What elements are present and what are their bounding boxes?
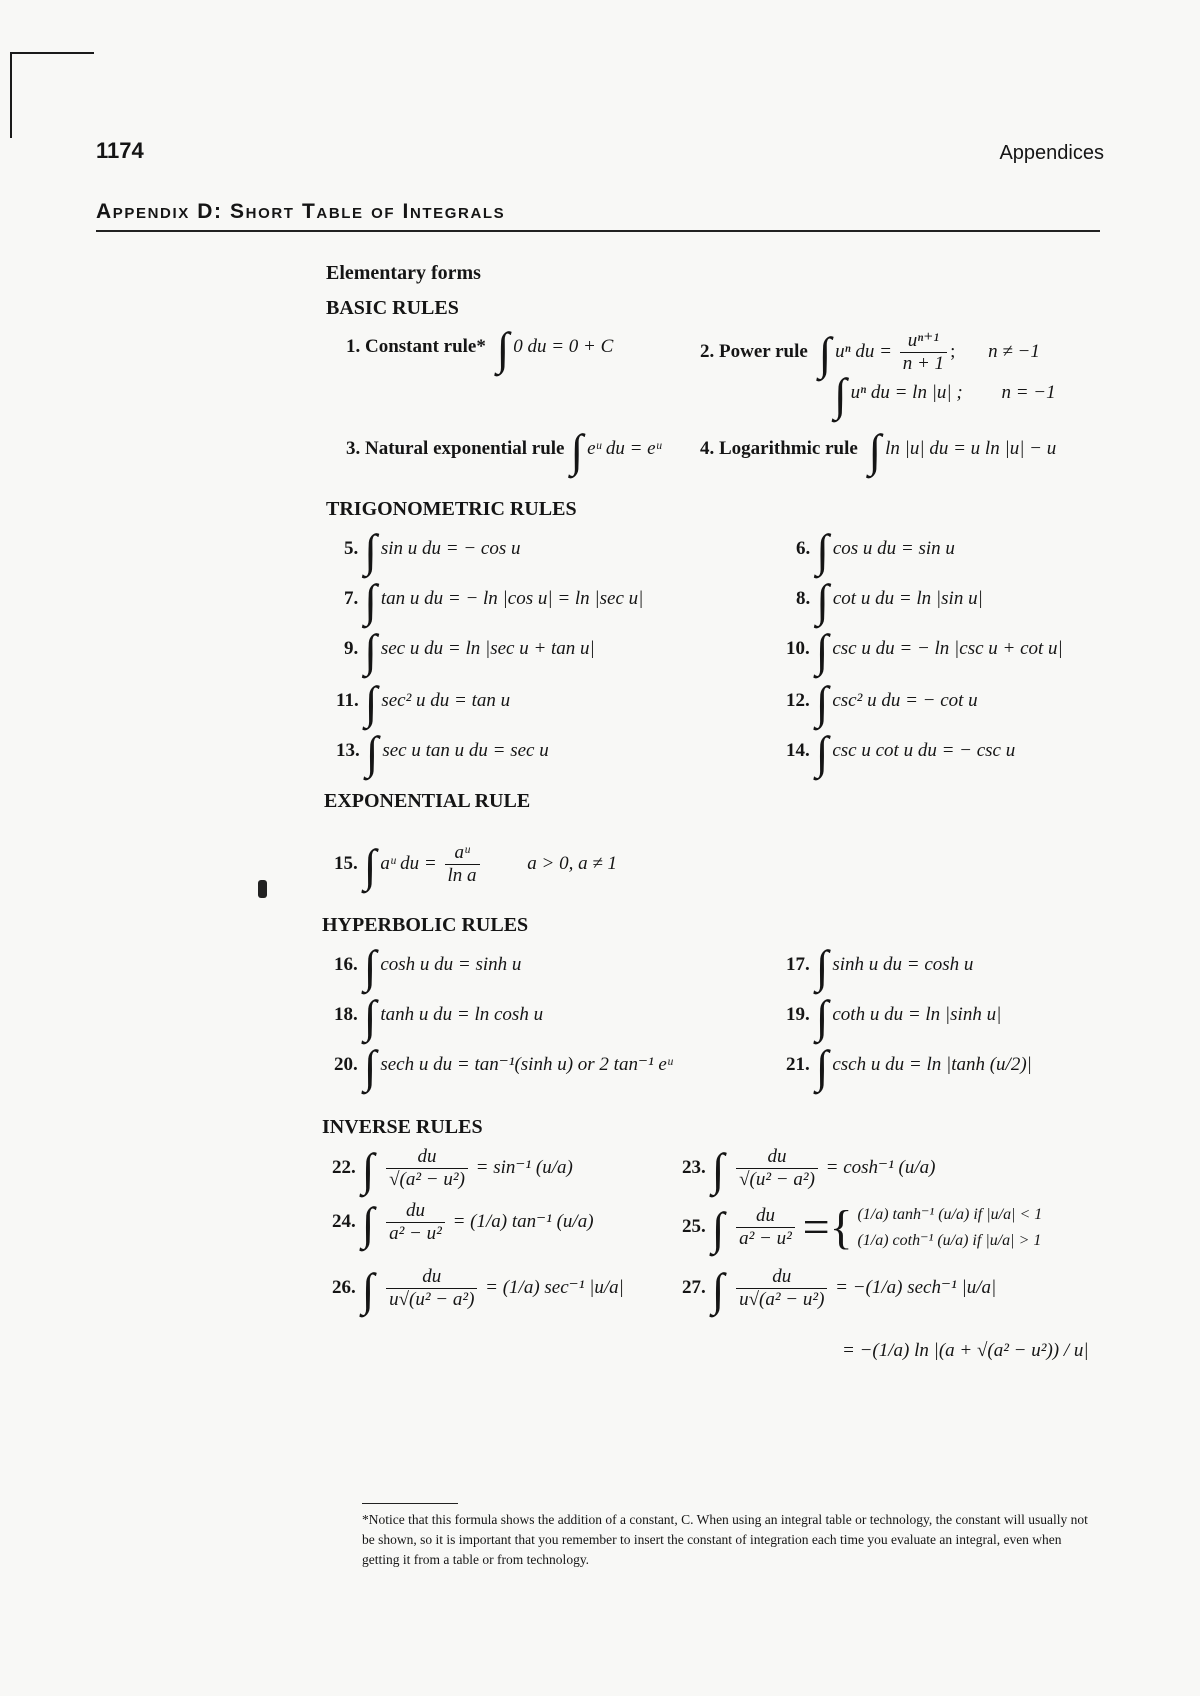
rule-19 — [786, 991, 1002, 1042]
formula: cosh u du = sinh u — [380, 954, 522, 975]
fraction-denominator: u√(a² − u²) — [736, 1288, 827, 1311]
fraction-numerator: uⁿ⁺¹ — [907, 330, 939, 351]
formula: sin u du = − cos u — [380, 538, 521, 559]
condition: n ≠ −1 — [988, 340, 1040, 362]
rule-21 — [786, 1041, 1032, 1092]
rule-15 — [334, 839, 618, 891]
integral-sign-icon: ∫ — [815, 991, 829, 1042]
rule-27 — [682, 1263, 997, 1315]
footnote-rule — [362, 1503, 458, 1504]
integral-sign-icon: ∫ — [363, 991, 377, 1042]
rule-number: 18. — [334, 1004, 358, 1025]
rule-number: 4. — [700, 438, 715, 459]
fraction-denominator: √(u² − a²) — [736, 1168, 818, 1191]
rule-26 — [332, 1263, 624, 1315]
rule-4 — [700, 425, 1057, 476]
fraction — [736, 1266, 827, 1311]
fraction-denominator: a² − u² — [386, 1222, 445, 1245]
rule-7 — [344, 575, 644, 626]
integral-sign-icon: ∫ — [711, 1143, 725, 1195]
rule-18 — [334, 991, 544, 1042]
integral-sign-icon: ∫ — [815, 625, 829, 676]
rule-2-line-2 — [828, 369, 1056, 420]
fraction-numerator: du — [422, 1266, 442, 1287]
formula-rhs: = cosh⁻¹ (u/a) — [825, 1156, 936, 1178]
rule-8 — [796, 575, 983, 626]
fraction — [736, 1205, 795, 1250]
rule-12 — [786, 677, 978, 728]
integral-sign-icon: ∫ — [815, 1041, 829, 1092]
integral-sign-icon: ∫ — [361, 1143, 375, 1195]
formula-rhs: = −(1/a) ln |(a + √(a² − u²)) / u| — [842, 1340, 1089, 1361]
fraction-denominator: a² − u² — [736, 1227, 795, 1250]
rule-number: 7. — [344, 588, 359, 609]
rule-16 — [334, 941, 522, 992]
integral-sign-icon: ∫ — [834, 369, 847, 420]
rule-number: 14. — [786, 740, 810, 761]
integral-sign-icon: ∫ — [363, 941, 377, 992]
case-2: (1/a) coth⁻¹ (u/a) if |u/a| > 1 — [857, 1231, 1042, 1249]
fraction — [386, 1200, 445, 1245]
rule-1 — [346, 323, 614, 374]
formula: tan u du = − ln |cos u| = ln |sec u| — [380, 588, 644, 609]
rule-number: 9. — [344, 638, 359, 659]
formula-lhs: aᵘ du = — [380, 852, 437, 874]
formula: sech u du = tan⁻¹(sinh u) or 2 tan⁻¹ eᵘ — [380, 1054, 673, 1075]
integral-sign-icon: ∫ — [815, 677, 829, 728]
rule-27-line-2 — [842, 1340, 1089, 1362]
rule-number: 26. — [332, 1276, 356, 1298]
rule-label: Logarithmic rule — [719, 438, 858, 459]
integral-sign-icon: ∫ — [711, 1263, 725, 1315]
fraction-denominator: u√(u² − a²) — [386, 1288, 477, 1311]
rule-6 — [796, 525, 955, 576]
formula: csch u du = ln |tanh (u/2)| — [832, 1054, 1032, 1075]
rule-9 — [344, 625, 595, 676]
rule-5 — [344, 525, 521, 576]
rule-number: 16. — [334, 954, 358, 975]
integral-sign-icon: ∫ — [816, 575, 829, 626]
integral-sign-icon: ∫ — [815, 727, 829, 778]
corner-mark-vertical — [10, 52, 12, 138]
rule-label: Natural exponential rule — [365, 438, 565, 459]
fraction-numerator: du — [767, 1146, 787, 1167]
rule-number: 21. — [786, 1054, 810, 1075]
formula: tanh u du = ln cosh u — [380, 1004, 544, 1025]
formula: uⁿ du = ln |u| ; — [850, 382, 963, 403]
rule-25 — [682, 1200, 1042, 1255]
rule-number: 19. — [786, 1004, 810, 1025]
fraction-denominator: √(a² − u²) — [386, 1168, 468, 1191]
piecewise-cases — [857, 1202, 1042, 1254]
rule-number: 5. — [344, 538, 359, 559]
rule-label: Constant rule* — [365, 336, 486, 357]
rule-number: 22. — [332, 1156, 356, 1178]
integral-sign-icon: ∫ — [711, 1202, 725, 1254]
running-title: Appendices — [999, 142, 1104, 164]
integral-sign-icon: ∫ — [364, 575, 377, 626]
integral-sign-icon: ∫ — [363, 1041, 377, 1092]
case-1: (1/a) tanh⁻¹ (u/a) if |u/a| < 1 — [857, 1205, 1043, 1223]
fraction-numerator: du — [405, 1200, 425, 1221]
rule-number: 8. — [796, 588, 811, 609]
integral-sign-icon: ∫ — [815, 941, 829, 992]
fraction — [386, 1146, 468, 1191]
rule-20 — [334, 1041, 673, 1092]
section-hyperbolic-rules: HYPERBOLIC RULES — [322, 914, 529, 936]
formula: sec u tan u du = sec u — [382, 740, 549, 761]
rule-number: 11. — [336, 690, 359, 711]
integral-sign-icon: ∫ — [364, 625, 377, 676]
rule-22 — [332, 1143, 573, 1195]
formula: ln |u| du = u ln |u| − u — [885, 438, 1057, 459]
fraction-numerator: du — [772, 1266, 792, 1287]
fraction-numerator: du — [417, 1146, 437, 1167]
fraction — [386, 1266, 477, 1311]
formula: coth u du = ln |sinh u| — [832, 1004, 1002, 1025]
integral-sign-icon: ∫ — [496, 323, 510, 374]
rule-23 — [682, 1143, 936, 1195]
rule-11 — [336, 677, 511, 728]
integral-sign-icon: ∫ — [868, 425, 882, 476]
formula: 0 du = 0 + C — [513, 336, 614, 357]
rule-number: 15. — [334, 852, 358, 874]
integral-sign-icon: ∫ — [818, 327, 832, 379]
formula: csc u du = − ln |csc u + cot u| — [832, 638, 1063, 659]
integral-sign-icon: ∫ — [816, 525, 829, 576]
corner-mark-horizontal — [10, 52, 94, 54]
rule-14 — [786, 727, 1016, 778]
title-rule — [96, 230, 1100, 232]
section-exponential-rule: EXPONENTIAL RULE — [324, 790, 531, 812]
footnote: *Notice that this formula shows the addition of a constant, C. When using an integral table or technology, the constant will usually not be shown, so it is important that you remember to insert the constant of integration each time you evaluate an integral, even when getting it from a table or from technology. — [362, 1512, 1088, 1567]
fraction-numerator: du — [755, 1205, 775, 1226]
rule-number: 3. — [346, 438, 361, 459]
formula: cot u du = ln |sin u| — [832, 588, 983, 609]
rule-number: 27. — [682, 1276, 706, 1298]
integral-sign-icon: ∫ — [364, 525, 377, 576]
rule-number: 6. — [796, 538, 811, 559]
rule-number: 1. — [346, 336, 361, 357]
fraction — [900, 330, 947, 375]
formula: eᵘ du = eᵘ — [587, 438, 662, 459]
brace-icon: ={ — [802, 1201, 853, 1254]
formula: csc u cot u du = − csc u — [832, 740, 1016, 761]
scan-artifact — [258, 880, 267, 898]
rule-3 — [346, 425, 662, 476]
integral-sign-icon: ∫ — [365, 727, 379, 778]
integral-sign-icon: ∫ — [364, 677, 378, 728]
rule-number: 2. — [700, 340, 715, 362]
subtitle: Elementary forms — [326, 262, 481, 284]
formula: cos u du = sin u — [832, 538, 955, 559]
rule-number: 20. — [334, 1054, 358, 1075]
rule-number: 17. — [786, 954, 810, 975]
section-basic-rules: BASIC RULES — [326, 297, 459, 319]
rule-number: 24. — [332, 1210, 356, 1232]
formula: sec u du = ln |sec u + tan u| — [380, 638, 595, 659]
appendix-title: Appendix D: Short Table of Integrals — [96, 200, 506, 223]
page-number: 1174 — [96, 138, 144, 163]
rule-13 — [336, 727, 549, 778]
rule-10 — [786, 625, 1063, 676]
rule-number: 12. — [786, 690, 810, 711]
rule-number: 23. — [682, 1156, 706, 1178]
rule-label: Power rule — [719, 340, 808, 362]
fraction-denominator: ln a — [445, 864, 480, 887]
rule-2: 2. Power rule ∫ uⁿ du = $\frac{\text{uⁿ⁺¹}}{n + 1}$ ; n ≠ −1 — [700, 327, 1040, 379]
rule-number: 10. — [786, 638, 810, 659]
rule-24 — [332, 1197, 594, 1249]
condition: n = −1 — [1001, 382, 1056, 403]
formula: csc² u du = − cot u — [832, 690, 978, 711]
section-inverse-rules: INVERSE RULES — [322, 1116, 483, 1138]
rule-number: 13. — [336, 740, 360, 761]
rule-17 — [786, 941, 974, 992]
fraction-numerator: aᵘ — [454, 842, 470, 863]
fraction-denominator: n + 1 — [900, 352, 947, 375]
formula-rhs: = (1/a) tan⁻¹ (u/a) — [452, 1210, 594, 1232]
formula: sec² u du = tan u — [381, 690, 511, 711]
integral-sign-icon: ∫ — [570, 425, 584, 476]
section-trigonometric-rules: TRIGONOMETRIC RULES — [326, 498, 577, 520]
formula-rhs: = −(1/a) sech⁻¹ |u/a| — [835, 1276, 997, 1298]
formula-rhs: = sin⁻¹ (u/a) — [475, 1156, 573, 1178]
formula-rhs: = (1/a) sec⁻¹ |u/a| — [485, 1276, 624, 1298]
fraction — [736, 1146, 818, 1191]
rule-number: 25. — [682, 1215, 706, 1237]
fraction — [445, 842, 480, 887]
formula-lhs: uⁿ du = — [835, 340, 892, 362]
integral-sign-icon: ∫ — [361, 1263, 375, 1315]
formula: sinh u du = cosh u — [832, 954, 974, 975]
integral-sign-icon: ∫ — [363, 839, 377, 891]
integral-sign-icon: ∫ — [361, 1197, 375, 1249]
condition: a > 0, a ≠ 1 — [527, 852, 618, 874]
